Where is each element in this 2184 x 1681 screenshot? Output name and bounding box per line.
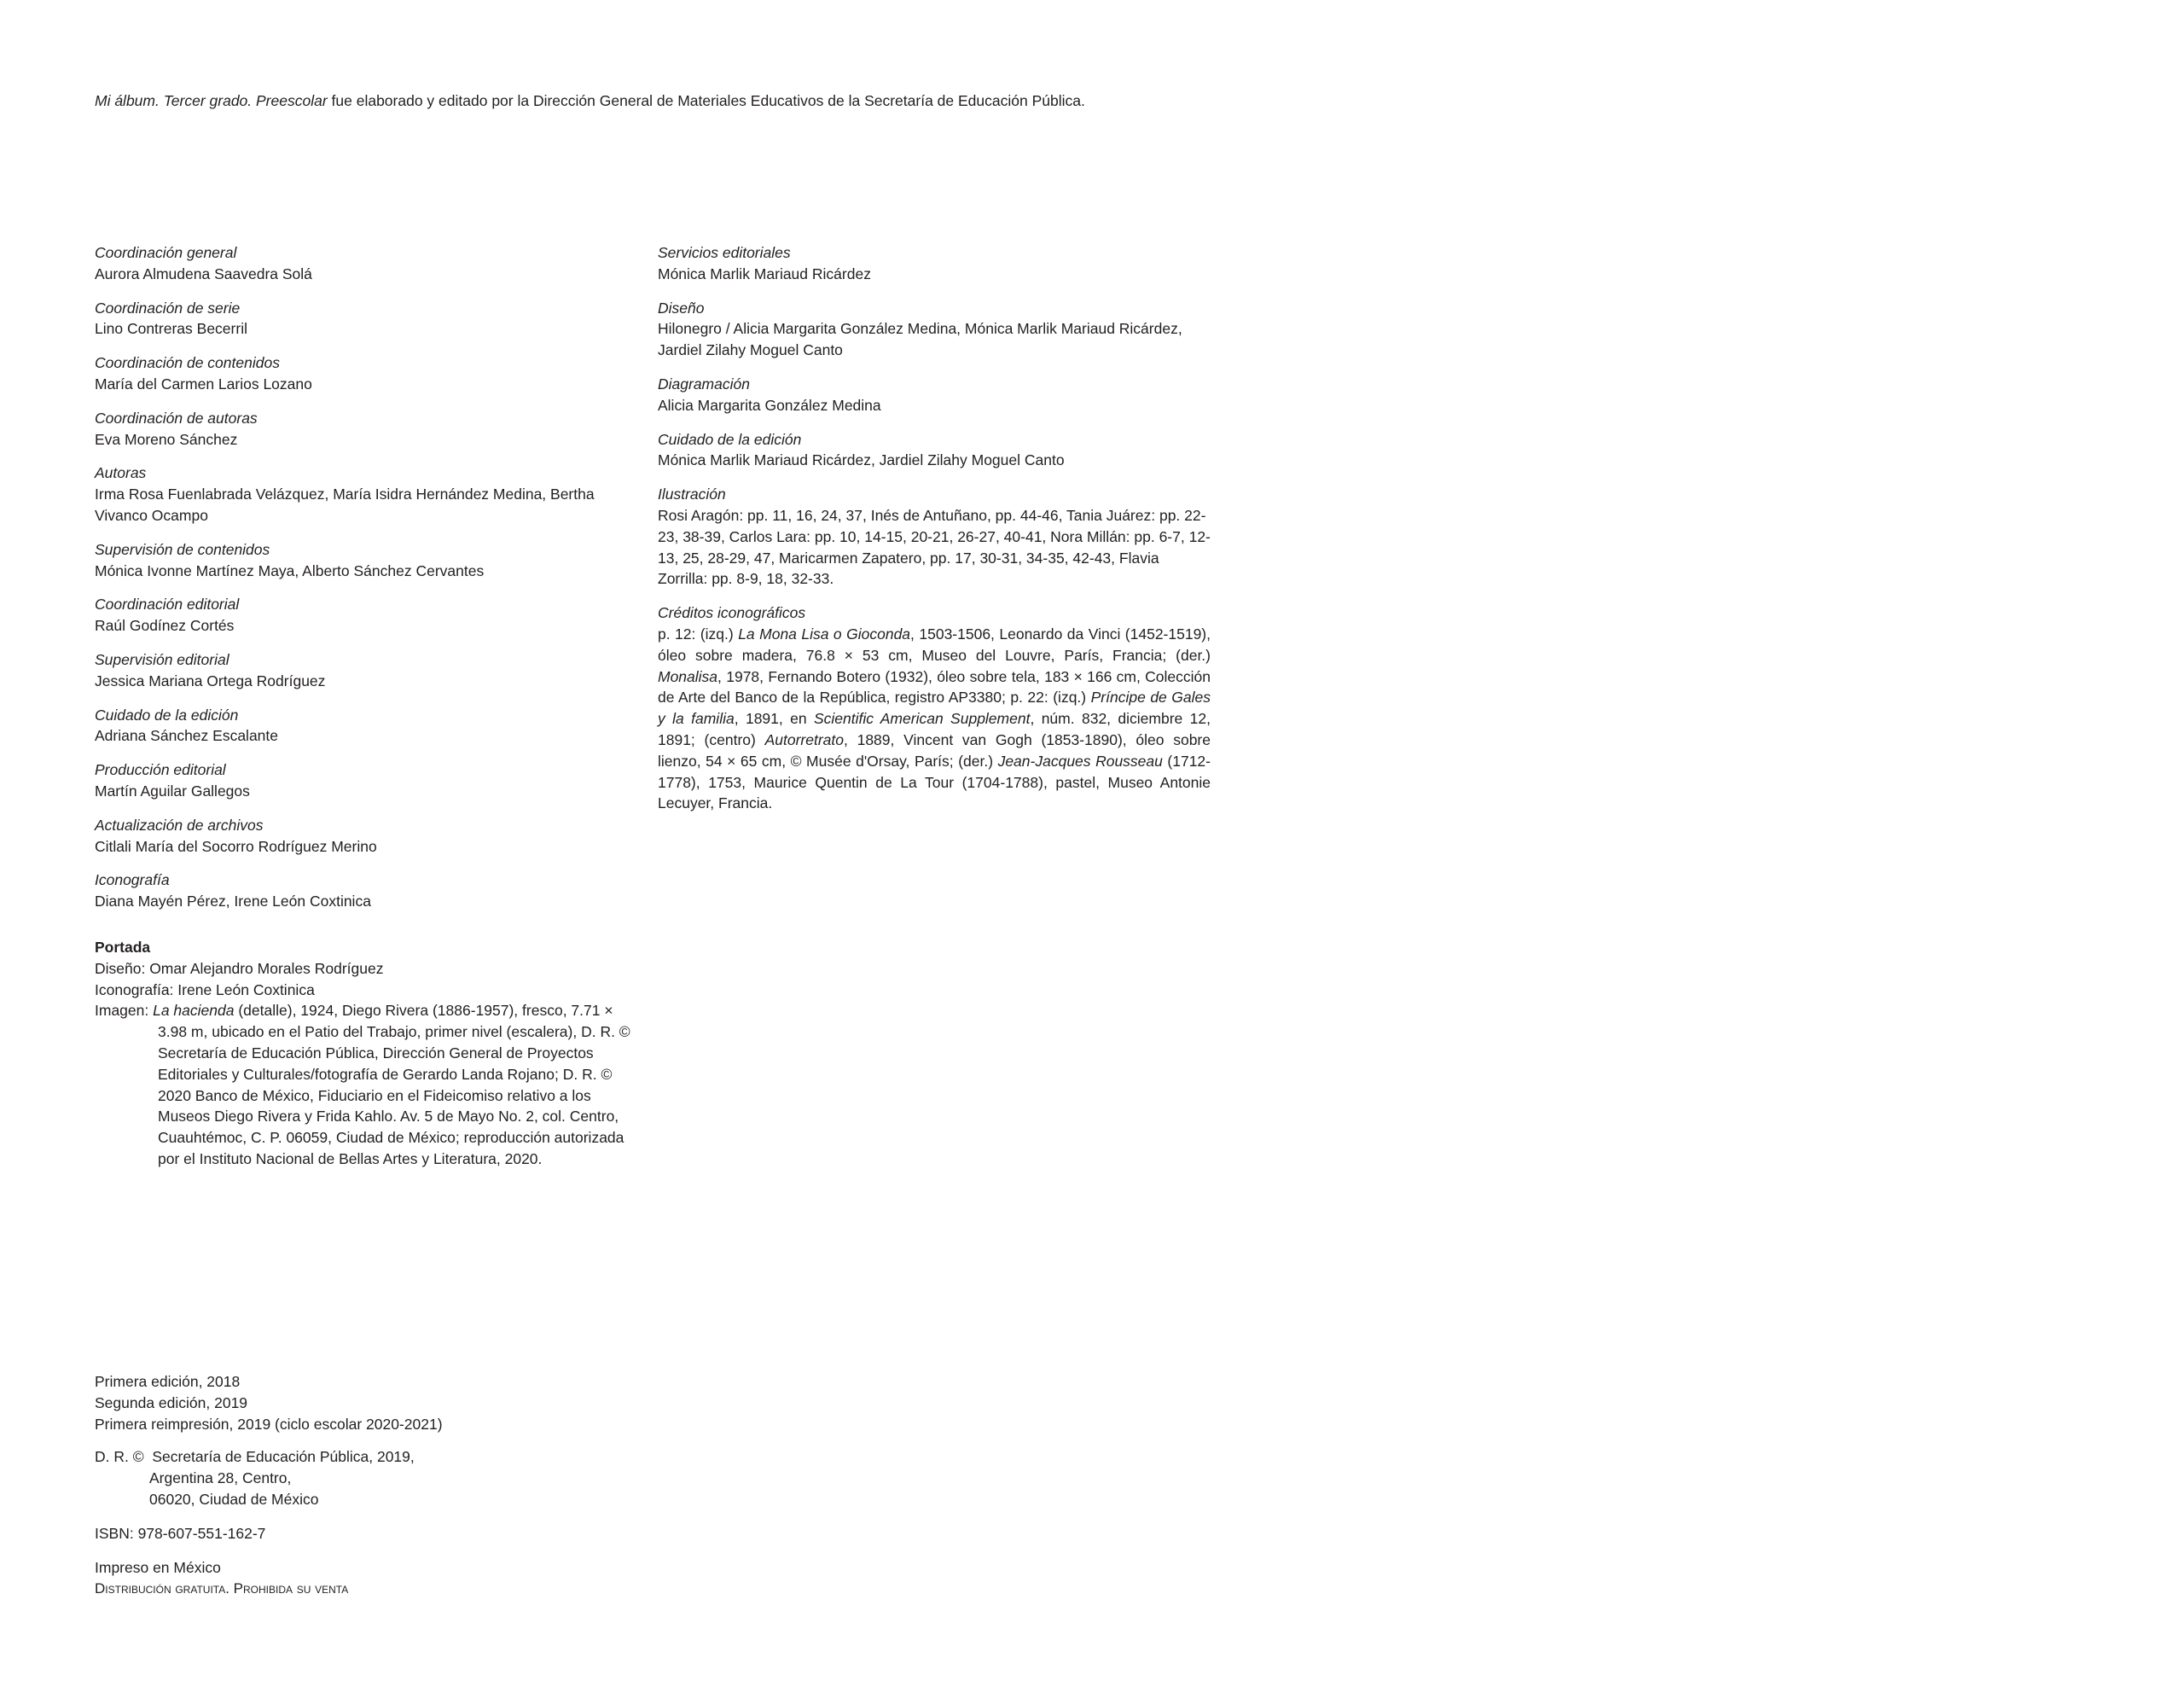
credit-text: , 1889, Vincent van Gogh (1853-1890), óleo sobre lienzo, 54 × 65 cm, © Musée d'Orsay, París; (der.) [658, 730, 1211, 770]
cover-credits [95, 937, 641, 1170]
distribution-notice: Distribución gratuita. Prohibida su venta [95, 1579, 349, 1597]
credit-names: Raúl Godínez Cortés [95, 617, 235, 635]
book-title: Mi álbum. Tercer grado. Preescolar [95, 92, 328, 109]
credit-block [95, 815, 641, 858]
intro-text: fue elaborado y editado por la Dirección General de Materiales Educativos de la Secretaría de Educación Pública. [327, 92, 1085, 109]
credit-names: Hilonegro / Alicia Margarita González Medina, Mónica Marlik Mariaud Ricárdez, Jardiel Zilahy Moguel Canto [658, 320, 1182, 359]
credit-names: Jessica Mariana Ortega Rodríguez [95, 672, 326, 689]
credit-role: Coordinación de serie [95, 299, 241, 317]
credit-block [95, 759, 641, 802]
artwork-title: Monalisa [658, 667, 718, 685]
cover-image-label: Imagen: [95, 1002, 154, 1020]
credit-role: Cuidado de la edición [658, 430, 802, 448]
credit-block [95, 462, 641, 526]
credit-block [95, 298, 641, 340]
credit-role: Créditos iconográficos [658, 604, 806, 622]
credit-block [95, 352, 641, 395]
credit-role: Iconografía [95, 871, 170, 889]
credit-names: Eva Moreno Sánchez [95, 430, 238, 448]
credits-left-column [95, 242, 641, 925]
credit-role: Cuidado de la edición [95, 706, 239, 724]
credits-right-column [658, 242, 1211, 827]
credit-role: Coordinación de contenidos [95, 354, 280, 372]
credit-block [658, 298, 1211, 361]
credit-role: Coordinación general [95, 244, 237, 261]
copyright-address: 06020, Ciudad de México [149, 1490, 319, 1508]
edition-line: Primera reimpresión, 2019 (ciclo escolar 2020-2021) [95, 1415, 443, 1433]
credit-names: Mónica Marlik Mariaud Ricárdez [658, 265, 871, 282]
edition-line: Segunda edición, 2019 [95, 1393, 248, 1411]
credit-text: p. 12: (izq.) [658, 625, 739, 643]
credit-names: Rosi Aragón: pp. 11, 16, 24, 37, Inés de Antuñano, pp. 44-46, Tania Juárez: pp. 22-23, 38-39, Carlos Lara: pp. 10, 14-15, 20-21, 26-27, 40-41, Nora Millán: pp. 6-7, 12-13, 25, 28-29, 47, Maricarmen Zapatero, pp. 17, 30-31, 34-35, 42-43, Flavia Zorrilla: pp. 8-9, 18, 32-33. [658, 506, 1211, 588]
credit-text: , 1978, Fernando Botero (1932), óleo sobre tela, 183 × 166 cm, Colección de Arte del Banco de la República, registro AP3380; p. 22: (izq.) [658, 667, 1211, 707]
cover-image-text: (detalle), 1924, Diego Rivera (1886-1957), fresco, 7.71 × 3.98 m, ubicado en el Patio del Trabajo, primer nivel (escalera), D. R. © Secretaría de Educación Pública, Dirección General de Proyectos Editoriales y Culturales/fotografía de Gerardo Landa Rojano; D. R. © 2020 Banco de México, Fiduciario en el Fideicomiso relativo a los Museos Diego Rivera y Frida Kahlo. Av. 5 de Mayo No. 2, col. Centro, Cuauhtémoc, C. P. 06059, Ciudad de México; reproducción autorizada por el Instituto Nacional de Bellas Artes y Literatura, 2020. [158, 1002, 630, 1167]
credit-block [658, 374, 1211, 416]
edition-line: Primera edición, 2018 [95, 1373, 241, 1390]
copyright-line: D. R. © Secretaría de Educación Pública, 2019, [95, 1448, 415, 1465]
credit-role: Supervisión de contenidos [95, 540, 270, 558]
credit-role: Ilustración [658, 486, 726, 503]
credit-names: Irma Rosa Fuenlabrada Velázquez, María Isidra Hernández Medina, Bertha Vivanco Ocampo [95, 486, 595, 524]
credit-block [95, 408, 641, 451]
artwork-title: Jean-Jacques Rousseau [997, 752, 1163, 770]
credit-role: Coordinación de autoras [95, 409, 258, 427]
credit-role: Supervisión editorial [95, 650, 229, 668]
credit-names: Citlali María del Socorro Rodríguez Merino [95, 837, 377, 855]
credit-block [95, 594, 641, 637]
credit-block [95, 539, 641, 582]
iconographic-credits-text [658, 624, 1211, 814]
credit-role: Diseño [658, 299, 705, 317]
edition-history [95, 1371, 641, 1434]
artwork-title: La hacienda [153, 1002, 235, 1020]
iconographic-credits [658, 602, 1211, 814]
credit-names: Martín Aguilar Gallegos [95, 782, 250, 800]
cover-design: Diseño: Omar Alejandro Morales Rodríguez [95, 959, 384, 977]
right-credit-list [658, 242, 1211, 590]
credit-text: (1712-1778), 1753, Maurice Quentin de La Tour (1704-1788), pastel, Museo Antonie Lecuyer, Francia. [658, 752, 1211, 812]
copyright-notice [95, 1446, 641, 1509]
print-footer [95, 1557, 348, 1600]
credit-role: Producción editorial [95, 761, 226, 779]
credit-names: María del Carmen Larios Lozano [95, 375, 312, 393]
credit-role: Diagramación [658, 375, 750, 393]
credit-names: Adriana Sánchez Escalante [95, 727, 278, 745]
credit-names: Lino Contreras Becerril [95, 320, 247, 338]
credit-block [95, 649, 641, 692]
credit-block [95, 242, 641, 285]
credit-role: Actualización de archivos [95, 816, 264, 834]
credit-block [658, 429, 1211, 472]
copyright-address: Argentina 28, Centro, [149, 1469, 292, 1486]
cover-heading: Portada [95, 939, 151, 956]
credit-names: Alicia Margarita González Medina [658, 396, 881, 414]
cover-image-credit [95, 1000, 641, 1169]
credit-block [658, 242, 1211, 285]
artwork-title: Autorretrato [764, 730, 844, 748]
credit-block [95, 705, 641, 747]
credit-names: Mónica Ivonne Martínez Maya, Alberto Sánchez Cervantes [95, 561, 485, 579]
isbn: ISBN: 978-607-551-162-7 [95, 1525, 266, 1542]
intro-statement [95, 90, 2057, 112]
publication-title: Scientific American Supplement [814, 710, 1031, 728]
credit-role: Autoras [95, 464, 147, 482]
credit-text: , núm. 832, diciembre 12, 1891; (centro) [658, 710, 1211, 748]
printed-in: Impreso en México [95, 1559, 221, 1576]
credit-role: Coordinación editorial [95, 596, 240, 614]
credit-role: Servicios editoriales [658, 244, 791, 261]
credit-block [658, 484, 1211, 590]
cover-iconography: Iconografía: Irene León Coxtinica [95, 980, 315, 998]
credit-text: , 1891, en [734, 710, 814, 728]
credit-text: , 1503-1506, Leonardo da Vinci (1452-1519), óleo sobre madera, 76.8 × 53 cm, Museo del Louvre, París, Francia; (der.) [658, 625, 1211, 664]
credit-names: Aurora Almudena Saavedra Solá [95, 265, 312, 282]
credit-block [95, 870, 641, 912]
artwork-title: La Mona Lisa o Gioconda [738, 625, 911, 643]
artwork-title: Príncipe de Gales y la familia [658, 689, 1211, 728]
credit-names: Diana Mayén Pérez, Irene León Coxtinica [95, 893, 371, 910]
credit-names: Mónica Marlik Mariaud Ricárdez, Jardiel Zilahy Moguel Canto [658, 451, 1065, 469]
